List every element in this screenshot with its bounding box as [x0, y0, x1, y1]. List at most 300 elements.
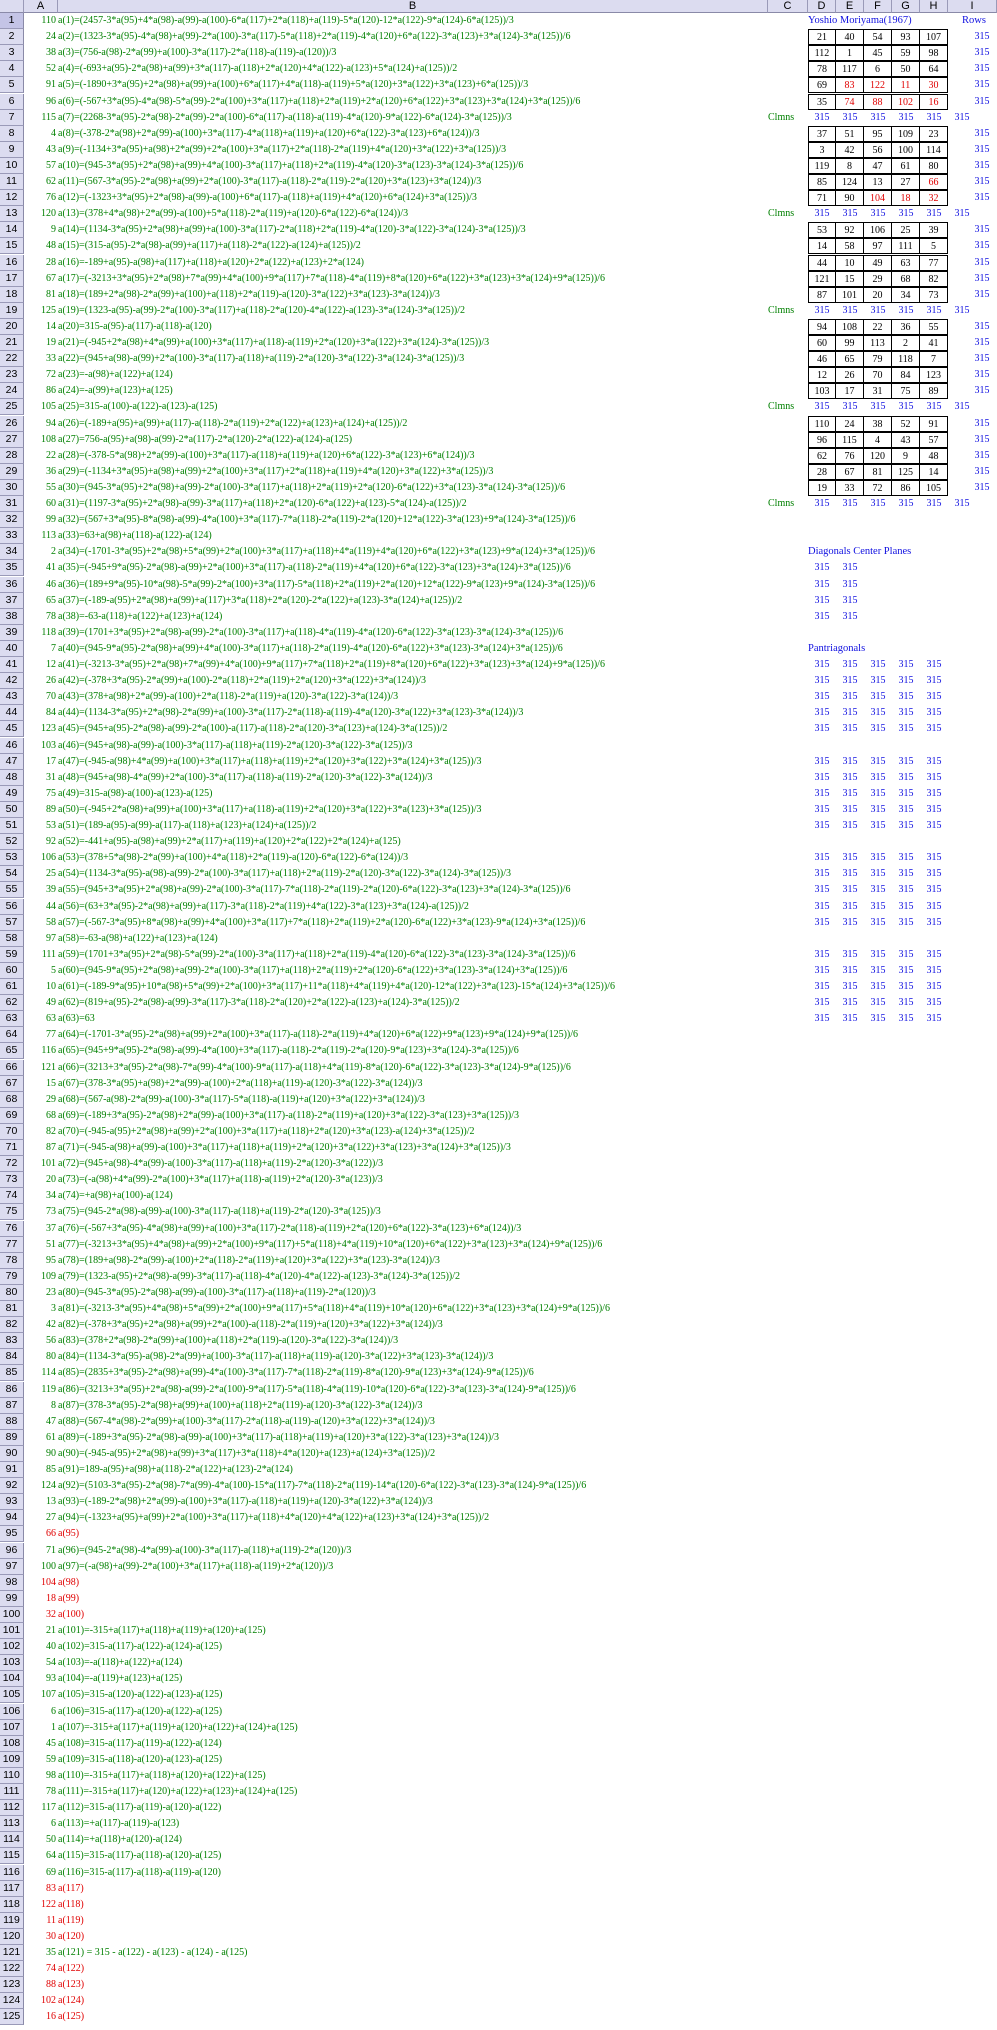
cell-a-value[interactable]: 113	[41, 530, 56, 542]
row-header[interactable]: 45	[0, 721, 24, 737]
row-header[interactable]: 80	[0, 1285, 24, 1301]
cell-b-formula[interactable]: a(72)=(945+a(98)-4*a(99)-a(100)-3*a(117)-a(118)+a(119)-2*a(120)-3*a(122))/3	[58, 1158, 384, 1170]
cell-a-value[interactable]: 114	[41, 1367, 56, 1379]
square-cell[interactable]: 27	[892, 174, 920, 190]
row-header[interactable]: 106	[0, 1704, 24, 1720]
cell-a-value[interactable]: 93	[46, 1673, 56, 1685]
row-header[interactable]: 7	[0, 110, 24, 126]
cell-b-formula[interactable]: a(84)=(1134-3*a(95)-a(98)-2*a(99)+a(100)-3*a(117)-a(118)+a(119)-a(120)-3*a(122)+3*a(123)-3*a(124))/3	[58, 1351, 494, 1363]
cell-a-value[interactable]: 26	[46, 675, 56, 687]
cell-b-formula[interactable]: a(70)=(-945-a(95)+2*a(98)+a(99)+2*a(100)+3*a(117)+a(118)+2*a(120)+3*a(123)-a(124)+3*a(125))/2	[58, 1125, 475, 1137]
row-header[interactable]: 84	[0, 1349, 24, 1365]
cell-a-value[interactable]: 106	[41, 852, 56, 864]
cell-b-formula[interactable]: a(89)=(-189+3*a(95)-2*a(98)-a(99)-a(100)+3*a(117)-a(118)+a(119)+a(120)+3*a(122)-3*a(123)+3*a(124))/3	[58, 1431, 499, 1443]
square-cell[interactable]: 117	[836, 61, 864, 77]
row-header[interactable]: 65	[0, 1043, 24, 1059]
row-header[interactable]: 61	[0, 979, 24, 995]
square-cell[interactable]: 28	[808, 464, 836, 480]
row-header[interactable]: 35	[0, 560, 24, 576]
row-header[interactable]: 115	[0, 1848, 24, 1864]
row-header[interactable]: 122	[0, 1961, 24, 1977]
square-cell[interactable]: 32	[920, 190, 948, 206]
square-cell[interactable]: 76	[836, 448, 864, 464]
cell-b-formula[interactable]: a(91)=189-a(95)+a(98)+a(118)-2*a(122)+a(123)-2*a(124)	[58, 1464, 293, 1475]
cell-a-value[interactable]: 49	[46, 997, 56, 1009]
cell-a-value[interactable]: 18	[46, 1592, 56, 1604]
cell-b-formula[interactable]: a(20)=315-a(95)-a(117)-a(118)-a(120)	[58, 320, 212, 332]
cell-a-value[interactable]: 3	[51, 1303, 56, 1314]
cell-b-formula[interactable]: a(78)=(189+a(98)-2*a(99)-a(100)+2*a(118)-2*a(119)+a(120)+3*a(122)+3*a(123)-3*a(124))/3	[58, 1254, 440, 1266]
row-header[interactable]: 68	[0, 1092, 24, 1108]
cell-a-value[interactable]: 102	[41, 1995, 56, 2007]
cell-a-value[interactable]: 32	[46, 1608, 56, 1620]
square-cell[interactable]: 55	[920, 319, 948, 335]
cell-a-value[interactable]: 28	[46, 256, 56, 268]
cell-b-formula[interactable]: a(36)=(189+9*a(95)-10*a(98)-5*a(99)-2*a(100)+3*a(117)-5*a(118)+2*a(119)+2*a(120)+12*a(122)-9*a(123)+9*a(124)-3*a(125))/6	[58, 578, 596, 590]
cell-a-value[interactable]: 16	[46, 2011, 56, 2023]
cell-b-formula[interactable]: a(65)=(945+9*a(95)-2*a(98)-a(99)-4*a(100)+3*a(117)-a(118)-2*a(119)-2*a(120)-9*a(123)+3*a(124)-3*a(125))/6	[58, 1045, 519, 1057]
cell-b-formula[interactable]: a(111)=-315+a(117)+a(120)+a(122)+a(123)+a(124)+a(125)	[58, 1786, 298, 1797]
square-cell[interactable]: 19	[808, 480, 836, 496]
row-header[interactable]: 16	[0, 255, 24, 271]
cell-a-value[interactable]: 52	[46, 63, 56, 75]
cell-b-formula[interactable]: a(11)=(567-3*a(95)-2*a(98)+a(99)+2*a(100)-3*a(117)-a(118)-2*a(119)-2*a(120)+3*a(123)+3*a(124))/3	[58, 176, 482, 187]
square-cell[interactable]: 106	[864, 222, 892, 238]
cell-b-formula[interactable]: a(76)=(-567+3*a(95)-4*a(98)+a(99)+a(100)+3*a(117)-2*a(118)-a(119)+2*a(120)+6*a(122)-3*a(123)+6*a(124))/3	[58, 1222, 522, 1234]
cell-a-value[interactable]: 70	[46, 691, 56, 703]
cell-a-value[interactable]: 64	[46, 1850, 56, 1862]
square-cell[interactable]: 37	[808, 126, 836, 142]
column-header-e[interactable]: E	[836, 0, 864, 13]
cell-b-formula[interactable]: a(103)=-a(118)+a(122)+a(124)	[58, 1657, 183, 1669]
cell-b-formula[interactable]: a(29)=(-1134+3*a(95)+a(98)+a(99)+2*a(100)+3*a(117)+2*a(118)+a(119)+4*a(120)+3*a(122)+3*a(125))/3	[58, 465, 494, 477]
square-cell[interactable]: 113	[864, 335, 892, 351]
cell-a-value[interactable]: 77	[46, 1029, 56, 1041]
cell-a-value[interactable]: 8	[51, 1399, 56, 1411]
cell-b-formula[interactable]: a(99)	[58, 1592, 80, 1604]
row-header[interactable]: 100	[0, 1607, 24, 1623]
cell-b-formula[interactable]: a(27)=756-a(95)+a(98)-a(99)-2*a(117)-2*a(120)-2*a(122)-a(124)-a(125)	[58, 433, 353, 445]
square-cell[interactable]: 14	[808, 238, 836, 254]
row-header[interactable]: 112	[0, 1800, 24, 1816]
cell-b-formula[interactable]: a(101)=-315+a(117)+a(118)+a(119)+a(120)+a(125)	[58, 1625, 266, 1636]
row-header[interactable]: 123	[0, 1977, 24, 1993]
cell-a-value[interactable]: 9	[51, 224, 56, 236]
cell-b-formula[interactable]: a(42)=(-378+3*a(95)-2*a(99)+a(100)-2*a(118)+2*a(119)+2*a(120)+3*a(122)+3*a(124))/3	[58, 675, 427, 687]
square-cell[interactable]: 95	[864, 126, 892, 142]
row-header[interactable]: 90	[0, 1446, 24, 1462]
cell-b-formula[interactable]: a(107)=-315+a(117)+a(119)+a(120)+a(122)+a(124)+a(125)	[58, 1721, 298, 1733]
square-cell[interactable]: 38	[864, 416, 892, 432]
row-header[interactable]: 53	[0, 850, 24, 866]
square-cell[interactable]: 8	[836, 158, 864, 174]
cell-b-formula[interactable]: a(108)=315-a(117)-a(119)-a(122)-a(124)	[58, 1737, 222, 1749]
row-header[interactable]: 24	[0, 383, 24, 399]
square-cell[interactable]: 56	[864, 142, 892, 158]
square-cell[interactable]: 17	[836, 383, 864, 399]
cell-b-formula[interactable]: a(86)=(3213+3*a(95)+2*a(98)-a(99)-2*a(100)-9*a(117)-5*a(118)-4*a(119)-10*a(120)-6*a(122)-3*a(123)-3*a(124)-9*a(125))/6	[58, 1383, 576, 1395]
row-header[interactable]: 41	[0, 657, 24, 673]
cell-b-formula[interactable]: a(16)=-189+a(95)-a(98)+a(117)+a(118)+a(120)+2*a(122)+a(123)+2*a(124)	[58, 256, 364, 268]
cell-b-formula[interactable]: a(93)=(-189-2*a(98)+2*a(99)-a(100)+3*a(117)-a(118)+a(119)+a(120)-3*a(122)+3*a(124))/3	[58, 1496, 433, 1508]
square-cell[interactable]: 108	[836, 319, 864, 335]
cell-a-value[interactable]: 43	[46, 143, 56, 155]
square-cell[interactable]: 105	[920, 480, 948, 496]
square-cell[interactable]: 1	[836, 45, 864, 61]
row-header[interactable]: 54	[0, 866, 24, 882]
square-cell[interactable]: 87	[808, 287, 836, 303]
column-header-c[interactable]: C	[768, 0, 808, 13]
square-cell[interactable]: 16	[920, 94, 948, 110]
square-cell[interactable]: 13	[864, 174, 892, 190]
cell-b-formula[interactable]: a(95)	[58, 1528, 80, 1540]
cell-a-value[interactable]: 6	[51, 1705, 56, 1717]
square-cell[interactable]: 75	[892, 383, 920, 399]
cell-a-value[interactable]: 2	[51, 546, 56, 558]
cell-b-formula[interactable]: a(22)=(945+a(98)-a(99)+2*a(100)-3*a(117)-a(118)+a(119)-2*a(120)-3*a(122)-3*a(124)-3*a(125))/3	[58, 353, 465, 365]
row-header[interactable]: 40	[0, 641, 24, 657]
cell-a-value[interactable]: 11	[46, 1914, 56, 1926]
square-cell[interactable]: 48	[920, 448, 948, 464]
square-cell[interactable]: 31	[864, 383, 892, 399]
square-cell[interactable]: 101	[836, 287, 864, 303]
row-header[interactable]: 70	[0, 1124, 24, 1140]
cell-a-value[interactable]: 80	[46, 1351, 56, 1363]
cell-a-value[interactable]: 58	[46, 916, 56, 928]
row-header[interactable]: 43	[0, 689, 24, 705]
cell-a-value[interactable]: 7	[51, 642, 56, 654]
square-cell[interactable]: 121	[808, 271, 836, 287]
cell-a-value[interactable]: 91	[46, 79, 56, 91]
cell-a-value[interactable]: 94	[46, 417, 56, 429]
cell-b-formula[interactable]: a(96)=(945-2*a(98)-4*a(99)-a(100)-3*a(117)-a(118)+a(119)-2*a(120))/3	[58, 1544, 352, 1556]
cell-b-formula[interactable]: a(53)=(378+5*a(98)-2*a(99)+a(100)+4*a(118)+2*a(119)-a(120)-6*a(122)-6*a(124))/3	[58, 852, 409, 864]
cell-a-value[interactable]: 44	[46, 900, 56, 912]
row-header[interactable]: 104	[0, 1671, 24, 1687]
cell-b-formula[interactable]: a(54)=(1134-3*a(95)-a(98)-a(99)-2*a(100)-3*a(117)+a(118)+2*a(119)-2*a(120)-3*a(122)-3*a(124)-3*a(125))/3	[58, 868, 512, 880]
row-header[interactable]: 19	[0, 303, 24, 319]
cell-a-value[interactable]: 37	[46, 1222, 56, 1234]
cell-b-formula[interactable]: a(64)=(-1701-3*a(95)-2*a(98)+a(99)+2*a(100)+3*a(117)-a(118)-2*a(119)+4*a(120)+6*a(122)+9*a(123)+9*a(124)+9*a(125))/6	[58, 1029, 579, 1041]
row-header[interactable]: 13	[0, 206, 24, 222]
cell-a-value[interactable]: 82	[46, 1125, 56, 1137]
square-cell[interactable]: 66	[920, 174, 948, 190]
cell-b-formula[interactable]: a(75)=(945-2*a(98)-a(99)-a(100)-3*a(117)-a(118)+a(119)-2*a(120)-3*a(125))/3	[58, 1206, 381, 1218]
row-header[interactable]: 18	[0, 287, 24, 303]
cell-a-value[interactable]: 107	[41, 1689, 56, 1701]
cell-b-formula[interactable]: a(114)=+a(118)+a(120)-a(124)	[58, 1834, 182, 1846]
square-cell[interactable]: 57	[920, 432, 948, 448]
cell-b-formula[interactable]: a(13)=(378+4*a(98)+2*a(99)-a(100)+5*a(118)-2*a(119)+a(120)-6*a(122)-6*a(124))/3	[58, 208, 409, 220]
square-cell[interactable]: 51	[836, 126, 864, 142]
row-header[interactable]: 120	[0, 1929, 24, 1945]
cell-a-value[interactable]: 38	[46, 47, 56, 59]
row-header[interactable]: 44	[0, 705, 24, 721]
row-header[interactable]: 69	[0, 1108, 24, 1124]
square-cell[interactable]: 69	[808, 77, 836, 93]
cell-a-value[interactable]: 15	[46, 1077, 56, 1089]
row-header[interactable]: 102	[0, 1639, 24, 1655]
row-header[interactable]: 117	[0, 1881, 24, 1897]
square-cell[interactable]: 122	[864, 77, 892, 93]
row-header[interactable]: 107	[0, 1720, 24, 1736]
cell-b-formula[interactable]: a(35)=(-945+9*a(95)-2*a(98)-a(99)+2*a(100)+3*a(117)-a(118)-2*a(119)+4*a(120)+6*a(122)-3*a(123)+3*a(124)+3*a(125))/6	[58, 562, 571, 574]
cell-b-formula[interactable]: a(83)=(378+2*a(98)-2*a(99)+a(100)+a(118)+2*a(119)-a(120)-3*a(122)-3*a(124))/3	[58, 1335, 399, 1347]
cell-a-value[interactable]: 83	[46, 1882, 56, 1894]
cell-b-formula[interactable]: a(97)=(-a(98)+a(99)-2*a(100)+3*a(117)+a(118)-a(119)+2*a(120))/3	[58, 1560, 334, 1572]
cell-b-formula[interactable]: a(122)	[58, 1963, 85, 1975]
row-header[interactable]: 15	[0, 238, 24, 254]
cell-b-formula[interactable]: a(56)=(63+3*a(95)-2*a(98)+a(99)+a(117)-3*a(118)-2*a(119)+4*a(122)-3*a(123)+3*a(124)-a(125))/2	[58, 900, 469, 912]
cell-a-value[interactable]: 63	[46, 1013, 56, 1025]
row-header[interactable]: 42	[0, 673, 24, 689]
cell-a-value[interactable]: 88	[46, 1979, 56, 1991]
square-cell[interactable]: 110	[808, 416, 836, 432]
cell-a-value[interactable]: 78	[46, 1786, 56, 1797]
row-header[interactable]: 59	[0, 947, 24, 963]
square-cell[interactable]: 46	[808, 351, 836, 367]
cell-b-formula[interactable]: a(2)=(1323-3*a(95)-4*a(98)+a(99)-2*a(100)-3*a(117)-5*a(118)+2*a(119)-4*a(120)+6*a(122)-3*a(123)+3*a(124)-3*a(125))/6	[58, 31, 571, 43]
square-cell[interactable]: 119	[808, 158, 836, 174]
square-cell[interactable]: 5	[920, 238, 948, 254]
cell-b-formula[interactable]: a(81)=(-3213-3*a(95)+4*a(98)+5*a(99)+2*a(100)+9*a(117)+5*a(118)+4*a(119)+10*a(120)+6*a(122)+3*a(123)+3*a(124)+9*a(125))/6	[58, 1303, 610, 1314]
row-header[interactable]: 17	[0, 271, 24, 287]
cell-a-value[interactable]: 95	[46, 1254, 56, 1266]
row-header[interactable]: 73	[0, 1172, 24, 1188]
cell-b-formula[interactable]: a(80)=(945-3*a(95)-2*a(98)-a(99)-a(100)-3*a(117)-a(118)+a(119)-2*a(120))/3	[58, 1286, 376, 1298]
cell-b-formula[interactable]: a(82)=(-378+3*a(95)+2*a(98)+a(99)+2*a(100)-a(118)-2*a(119)+a(120)+3*a(122)+3*a(124))/3	[58, 1319, 443, 1331]
cell-b-formula[interactable]: a(49)=315-a(98)-a(100)-a(123)-a(125)	[58, 787, 213, 799]
select-all-corner[interactable]	[0, 0, 24, 13]
cell-b-formula[interactable]: a(40)=(945-9*a(95)-2*a(98)+a(99)+4*a(100)-3*a(117)+a(118)-2*a(119)-4*a(120)-6*a(122)+3*a(123)-3*a(124)+3*a(125))/6	[58, 642, 563, 654]
square-cell[interactable]: 21	[808, 29, 836, 45]
cell-b-formula[interactable]: a(46)=(945+a(98)-a(99)-a(100)-3*a(117)-a(118)+a(119)-2*a(120)-3*a(122)-3*a(125))/3	[58, 739, 413, 751]
square-cell[interactable]: 7	[920, 351, 948, 367]
square-cell[interactable]: 25	[892, 222, 920, 238]
square-cell[interactable]: 20	[864, 287, 892, 303]
cell-a-value[interactable]: 120	[41, 208, 56, 220]
square-cell[interactable]: 84	[892, 367, 920, 383]
cell-b-formula[interactable]: a(50)=(-945+2*a(98)+a(99)+a(100)+3*a(117)+a(118)-a(119)+2*a(120)+3*a(122)+3*a(123)+3*a(125))/3	[58, 803, 482, 815]
cell-b-formula[interactable]: a(90)=(-945-a(95)+2*a(98)+a(99)+3*a(117)+3*a(118)+4*a(120)+a(123)+a(124)+3*a(125))/2	[58, 1447, 436, 1459]
square-cell[interactable]: 80	[920, 158, 948, 174]
square-cell[interactable]: 9	[892, 448, 920, 464]
cell-a-value[interactable]: 111	[41, 948, 56, 960]
cell-b-formula[interactable]: a(68)=(567-a(98)-2*a(99)-a(100)-3*a(117)-5*a(118)-a(119)+a(120)+3*a(122)+3*a(124))/3	[58, 1093, 425, 1105]
square-cell[interactable]: 103	[808, 383, 836, 399]
row-header[interactable]: 125	[0, 2009, 24, 2025]
cell-a-value[interactable]: 40	[46, 1641, 56, 1653]
row-header[interactable]: 79	[0, 1269, 24, 1285]
row-header[interactable]: 86	[0, 1382, 24, 1398]
cell-a-value[interactable]: 35	[46, 1947, 56, 1958]
cell-a-value[interactable]: 5	[51, 964, 56, 976]
cell-a-value[interactable]: 6	[51, 1818, 56, 1830]
square-cell[interactable]: 47	[864, 158, 892, 174]
cell-a-value[interactable]: 31	[46, 771, 56, 783]
cell-a-value[interactable]: 57	[46, 159, 56, 171]
cell-a-value[interactable]: 19	[46, 337, 56, 348]
row-header[interactable]: 87	[0, 1398, 24, 1414]
cell-a-value[interactable]: 41	[46, 562, 56, 574]
square-cell[interactable]: 26	[836, 367, 864, 383]
cell-a-value[interactable]: 115	[41, 111, 56, 123]
square-cell[interactable]: 78	[808, 61, 836, 77]
square-cell[interactable]: 36	[892, 319, 920, 335]
cell-b-formula[interactable]: a(121) = 315 - a(122) - a(123) - a(124) - a(125)	[58, 1947, 248, 1958]
cell-b-formula[interactable]: a(52)=-441+a(95)-a(98)+a(99)+2*a(117)+a(119)+a(120)+2*a(122)+2*a(124)+a(125)	[58, 836, 401, 848]
row-header[interactable]: 27	[0, 432, 24, 448]
row-header[interactable]: 1	[0, 13, 24, 29]
square-cell[interactable]: 111	[892, 238, 920, 254]
cell-b-formula[interactable]: a(123)	[58, 1979, 85, 1991]
cell-b-formula[interactable]: a(10)=(945-3*a(95)+2*a(98)+a(99)+4*a(100)-3*a(117)+a(118)+2*a(119)-4*a(120)-3*a(123)-3*a(124)-3*a(125))/6	[58, 159, 524, 171]
square-cell[interactable]: 29	[864, 271, 892, 287]
cell-a-value[interactable]: 71	[46, 1544, 56, 1556]
cell-b-formula[interactable]: a(37)=(-189-a(95)+2*a(98)+a(99)+a(117)+3*a(118)+2*a(120)-2*a(122)+a(123)-3*a(124)+a(125))/2	[58, 594, 463, 606]
square-cell[interactable]: 4	[864, 432, 892, 448]
row-header[interactable]: 26	[0, 416, 24, 432]
cell-a-value[interactable]: 13	[46, 1496, 56, 1508]
cell-a-value[interactable]: 105	[41, 401, 56, 413]
cell-a-value[interactable]: 25	[46, 868, 56, 880]
row-header[interactable]: 88	[0, 1414, 24, 1430]
cell-a-value[interactable]: 24	[46, 31, 56, 43]
row-header[interactable]: 71	[0, 1140, 24, 1156]
cell-b-formula[interactable]: a(15)=(315-a(95)-2*a(98)-a(99)+a(117)+a(118)-2*a(122)-a(124)+a(125))/2	[58, 240, 361, 252]
square-cell[interactable]: 40	[836, 29, 864, 45]
square-cell[interactable]: 35	[808, 94, 836, 110]
row-header[interactable]: 37	[0, 593, 24, 609]
cell-a-value[interactable]: 22	[46, 449, 56, 461]
row-header[interactable]: 52	[0, 834, 24, 850]
row-header[interactable]: 51	[0, 818, 24, 834]
row-header[interactable]: 64	[0, 1027, 24, 1043]
square-cell[interactable]: 88	[864, 94, 892, 110]
square-cell[interactable]: 100	[892, 142, 920, 158]
cell-b-formula[interactable]: a(33)=63+a(98)+a(118)-a(122)-a(124)	[58, 530, 212, 542]
cell-b-formula[interactable]: a(31)=(1197-3*a(95)+2*a(98)-a(99)-3*a(117)+a(118)+2*a(120)-6*a(122)+a(123)-5*a(124)-a(125))/2	[58, 498, 467, 509]
cell-b-formula[interactable]: a(4)=(-693+a(95)-2*a(98)+a(99)+3*a(117)-a(118)+2*a(120)+4*a(122)-a(123)+5*a(124)+a(125))/2	[58, 63, 458, 75]
square-cell[interactable]: 34	[892, 287, 920, 303]
row-header[interactable]: 95	[0, 1526, 24, 1542]
square-cell[interactable]: 30	[920, 77, 948, 93]
cell-b-formula[interactable]: a(48)=(945+a(98)-4*a(99)+2*a(100)-3*a(117)-a(118)-a(119)-2*a(120)-3*a(122)-3*a(124))/3	[58, 771, 433, 783]
cell-a-value[interactable]: 119	[41, 1383, 56, 1395]
row-header[interactable]: 8	[0, 126, 24, 142]
cell-a-value[interactable]: 92	[46, 836, 56, 848]
row-header[interactable]: 119	[0, 1913, 24, 1929]
square-cell[interactable]: 96	[808, 432, 836, 448]
cell-b-formula[interactable]: a(117)	[58, 1882, 84, 1894]
cell-a-value[interactable]: 60	[46, 498, 56, 509]
cell-b-formula[interactable]: a(19)=(1323-a(95)-a(99)-2*a(100)-3*a(117)+a(118)-2*a(120)-4*a(122)-a(123)-3*a(124)-3*a(125))/2	[58, 304, 466, 316]
cell-a-value[interactable]: 101	[41, 1158, 56, 1170]
row-header[interactable]: 66	[0, 1060, 24, 1076]
cell-b-formula[interactable]: a(51)=(189-a(95)-a(99)-a(117)-a(118)+a(123)+a(124)+a(125))/2	[58, 820, 317, 831]
cell-a-value[interactable]: 55	[46, 481, 56, 493]
square-cell[interactable]: 71	[808, 190, 836, 206]
column-header-b[interactable]: B	[58, 0, 768, 13]
square-cell[interactable]: 83	[836, 77, 864, 93]
cell-a-value[interactable]: 84	[46, 707, 56, 719]
cell-a-value[interactable]: 42	[46, 1319, 56, 1331]
row-header[interactable]: 76	[0, 1221, 24, 1237]
cell-a-value[interactable]: 100	[41, 1560, 56, 1572]
cell-a-value[interactable]: 86	[46, 385, 56, 397]
cell-b-formula[interactable]: a(60)=(945-9*a(95)+2*a(98)+a(99)-2*a(100)-3*a(117)+a(118)+2*a(119)+2*a(120)-6*a(122)+3*a(123)-3*a(124)+3*a(125))/6	[58, 964, 568, 976]
square-cell[interactable]: 60	[808, 335, 836, 351]
square-cell[interactable]: 91	[920, 416, 948, 432]
square-cell[interactable]: 124	[836, 174, 864, 190]
square-cell[interactable]: 44	[808, 255, 836, 271]
cell-a-value[interactable]: 20	[46, 1174, 56, 1186]
row-header[interactable]: 14	[0, 222, 24, 238]
square-cell[interactable]: 63	[892, 255, 920, 271]
cell-a-value[interactable]: 56	[46, 1335, 56, 1347]
cell-a-value[interactable]: 66	[46, 1528, 56, 1540]
cell-b-formula[interactable]: a(67)=(378-3*a(95)+a(98)+2*a(99)-a(100)+2*a(118)+a(119)-a(120)-3*a(122)-3*a(124))/3	[58, 1077, 423, 1089]
cell-a-value[interactable]: 110	[41, 15, 56, 26]
row-header[interactable]: 32	[0, 512, 24, 528]
cell-b-formula[interactable]: a(28)=(-378-5*a(98)+2*a(99)-a(100)+3*a(117)-a(118)+a(119)+a(120)+6*a(122)-3*a(123)+6*a(124))/3	[58, 449, 475, 461]
cell-a-value[interactable]: 125	[41, 304, 56, 316]
square-cell[interactable]: 58	[836, 238, 864, 254]
row-header[interactable]: 11	[0, 174, 24, 190]
row-header[interactable]: 57	[0, 915, 24, 931]
square-cell[interactable]: 70	[864, 367, 892, 383]
cell-a-value[interactable]: 30	[46, 1930, 56, 1942]
cell-b-formula[interactable]: a(61)=(-189-9*a(95)+10*a(98)+5*a(99)+2*a(100)+3*a(117)+11*a(118)+4*a(119)+4*a(120)-12*a(122)+3*a(123)-15*a(124)+3*a(125))/6	[58, 981, 615, 992]
cell-b-formula[interactable]: a(74)=+a(98)+a(100)-a(124)	[58, 1190, 173, 1202]
row-header[interactable]: 30	[0, 480, 24, 496]
square-cell[interactable]: 49	[864, 255, 892, 271]
row-header[interactable]: 63	[0, 1011, 24, 1027]
cell-b-formula[interactable]: a(12)=(-1323+3*a(95)+2*a(98)-a(99)-a(100)+6*a(117)-a(118)+a(119)+4*a(120)+6*a(124)+3*a(125))/3	[58, 192, 477, 204]
cell-b-formula[interactable]: a(118)	[58, 1898, 84, 1910]
row-header[interactable]: 36	[0, 577, 24, 593]
square-cell[interactable]: 43	[892, 432, 920, 448]
row-header[interactable]: 96	[0, 1543, 24, 1559]
cell-a-value[interactable]: 123	[41, 723, 56, 735]
row-header[interactable]: 101	[0, 1623, 24, 1639]
row-header[interactable]: 89	[0, 1430, 24, 1446]
cell-a-value[interactable]: 4	[51, 127, 56, 139]
cell-b-formula[interactable]: a(79)=(1323-a(95)+2*a(98)-a(99)-3*a(117)-a(118)-4*a(120)-4*a(122)-a(123)-3*a(124)-3*a(125))/2	[58, 1270, 461, 1282]
square-cell[interactable]: 118	[892, 351, 920, 367]
cell-a-value[interactable]: 1	[51, 1721, 56, 1733]
square-cell[interactable]: 50	[892, 61, 920, 77]
square-cell[interactable]: 81	[864, 464, 892, 480]
cell-b-formula[interactable]: a(69)=(-189+3*a(95)-2*a(98)+2*a(99)-a(100)+3*a(117)-a(118)-2*a(119)+a(120)+3*a(122)-3*a(123)+3*a(125))/3	[58, 1109, 519, 1121]
square-cell[interactable]: 11	[892, 77, 920, 93]
column-header-h[interactable]: H	[920, 0, 948, 13]
square-cell[interactable]: 107	[920, 29, 948, 45]
cell-a-value[interactable]: 75	[46, 787, 56, 799]
square-cell[interactable]: 93	[892, 29, 920, 45]
square-cell[interactable]: 89	[920, 383, 948, 399]
cell-a-value[interactable]: 72	[46, 369, 56, 381]
cell-a-value[interactable]: 90	[46, 1447, 56, 1459]
square-cell[interactable]: 14	[920, 464, 948, 480]
square-cell[interactable]: 64	[920, 61, 948, 77]
cell-b-formula[interactable]: a(43)=(378+a(98)+2*a(99)-a(100)+2*a(118)-2*a(119)+a(120)-3*a(122)-3*a(124))/3	[58, 691, 399, 703]
square-cell[interactable]: 102	[892, 94, 920, 110]
square-cell[interactable]: 6	[864, 61, 892, 77]
cell-b-formula[interactable]: a(102)=315-a(117)-a(122)-a(124)-a(125)	[58, 1641, 223, 1653]
cell-a-value[interactable]: 12	[46, 659, 56, 670]
cell-b-formula[interactable]: a(21)=(-945+2*a(98)+4*a(99)+a(100)+3*a(117)+a(118)-a(119)+2*a(120)+3*a(122)+3*a(124)-3*a(125))/3	[58, 337, 490, 348]
